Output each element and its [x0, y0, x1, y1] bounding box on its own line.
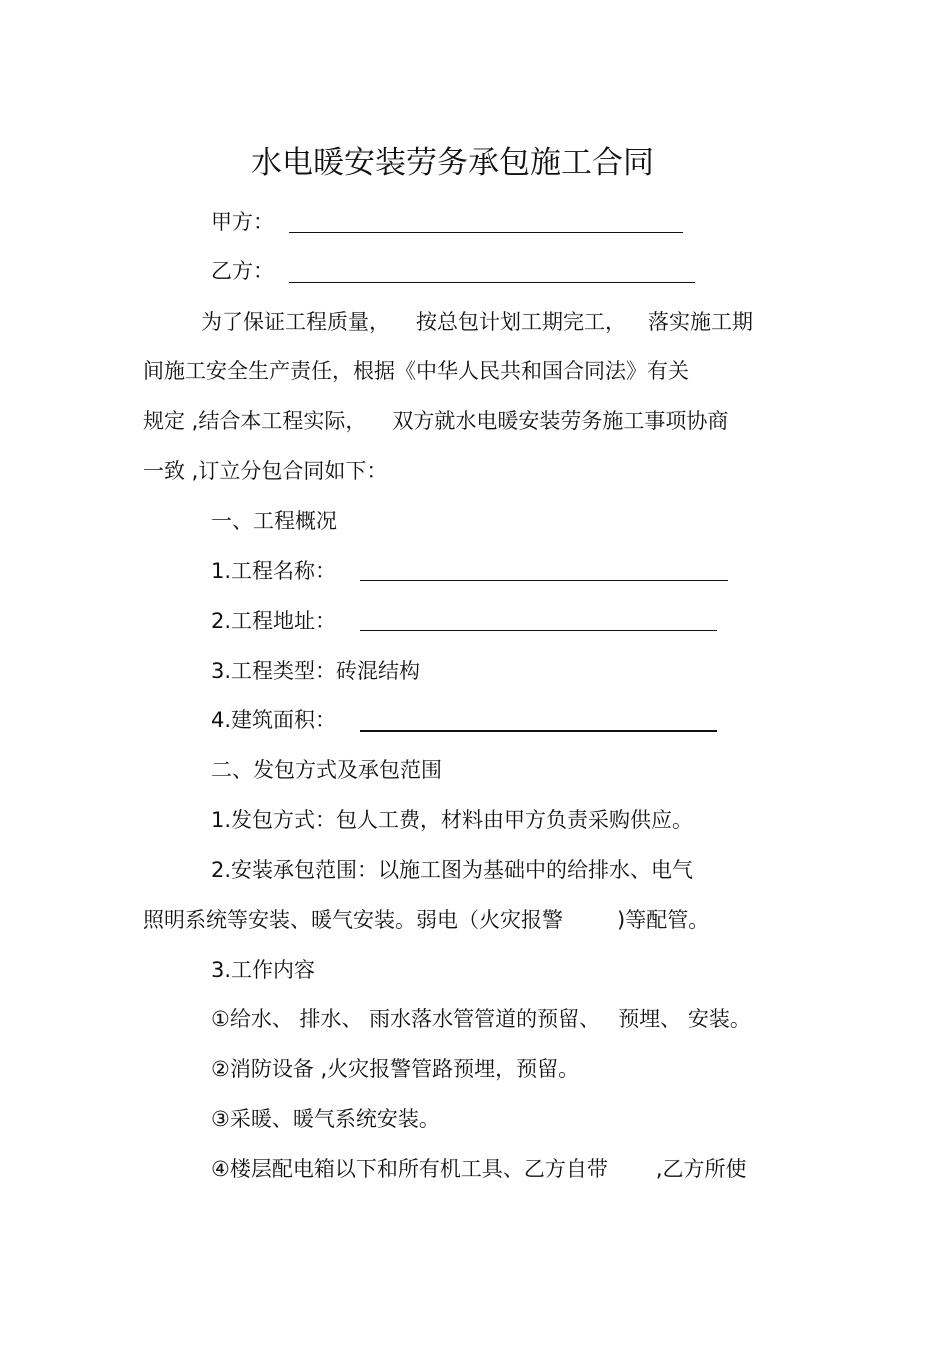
work-content-heading: 3.工作内容	[211, 958, 316, 982]
work-item-4	[211, 1156, 747, 1182]
section-1-heading: 一、工程概况	[211, 509, 337, 533]
project-address-blank-line	[360, 630, 717, 631]
intro-line-4: 一致 ,订立分包合同如下：	[143, 459, 388, 483]
project-type-value: 砖混结构	[336, 659, 421, 683]
project-address-label: 2.工程地址：	[211, 609, 337, 633]
project-type-line	[211, 658, 420, 684]
scope-line-2-part-a: 照明系统等安装、暖气安装。弱电（火灾报警	[143, 908, 563, 932]
party-a-label: 甲方：	[211, 210, 274, 234]
party-b-label: 乙方：	[211, 259, 274, 283]
project-type-label: 3.工程类型：	[211, 659, 337, 683]
party-a-blank-line	[289, 232, 683, 233]
intro-line-1-part-a: 为了保证工程质量，	[201, 310, 390, 334]
intro-line-3-part-a: 规定 ,结合本工程实际，	[143, 409, 367, 433]
section-2-heading: 二、发包方式及承包范围	[211, 758, 442, 782]
project-name-label: 1.工程名称：	[211, 559, 337, 583]
work-item-2: ②消防设备 ,火灾报警管路预埋，预留。	[211, 1057, 580, 1081]
intro-line-1-part-b: 按总包计划工期完工，	[416, 310, 626, 334]
work-item-3: ③采暖、暖气系统安装。	[211, 1107, 440, 1131]
contract-mode-line: 1.发包方式：包人工费，材料由甲方负责采购供应。	[211, 808, 694, 832]
intro-line-3	[143, 408, 728, 434]
intro-line-1	[201, 309, 753, 335]
building-area-label: 4.建筑面积：	[211, 708, 337, 732]
intro-line-1-part-c: 落实施工期	[648, 310, 753, 334]
project-name-blank-line	[360, 580, 728, 581]
scope-line-1: 2.安装承包范围：以施工图为基础中的给排水、电气	[211, 858, 694, 882]
party-b-blank-line	[289, 282, 695, 283]
work-item-1	[211, 1006, 751, 1032]
work-item-4-part-a: ④楼层配电箱以下和所有机工具、乙方自带	[211, 1157, 608, 1181]
document-title: 水电暖安装劳务承包施工合同	[251, 145, 654, 181]
intro-line-3-part-b: 双方就水电暖安装劳务施工事项协商	[392, 409, 729, 433]
scope-line-2	[143, 907, 709, 933]
scope-line-2-part-b: )等配管。	[617, 908, 710, 932]
intro-line-2: 间施工安全生产责任，根据《中华人民共和国合同法》有关	[143, 359, 689, 383]
building-area-blank-line	[360, 730, 717, 732]
work-item-1-part-a: ①给水、 排水、 雨水落水管管道的预留、	[211, 1007, 601, 1031]
work-item-1-part-b: 预埋、 安装。	[618, 1007, 751, 1031]
work-item-4-part-b: ,乙方所使	[655, 1157, 747, 1181]
